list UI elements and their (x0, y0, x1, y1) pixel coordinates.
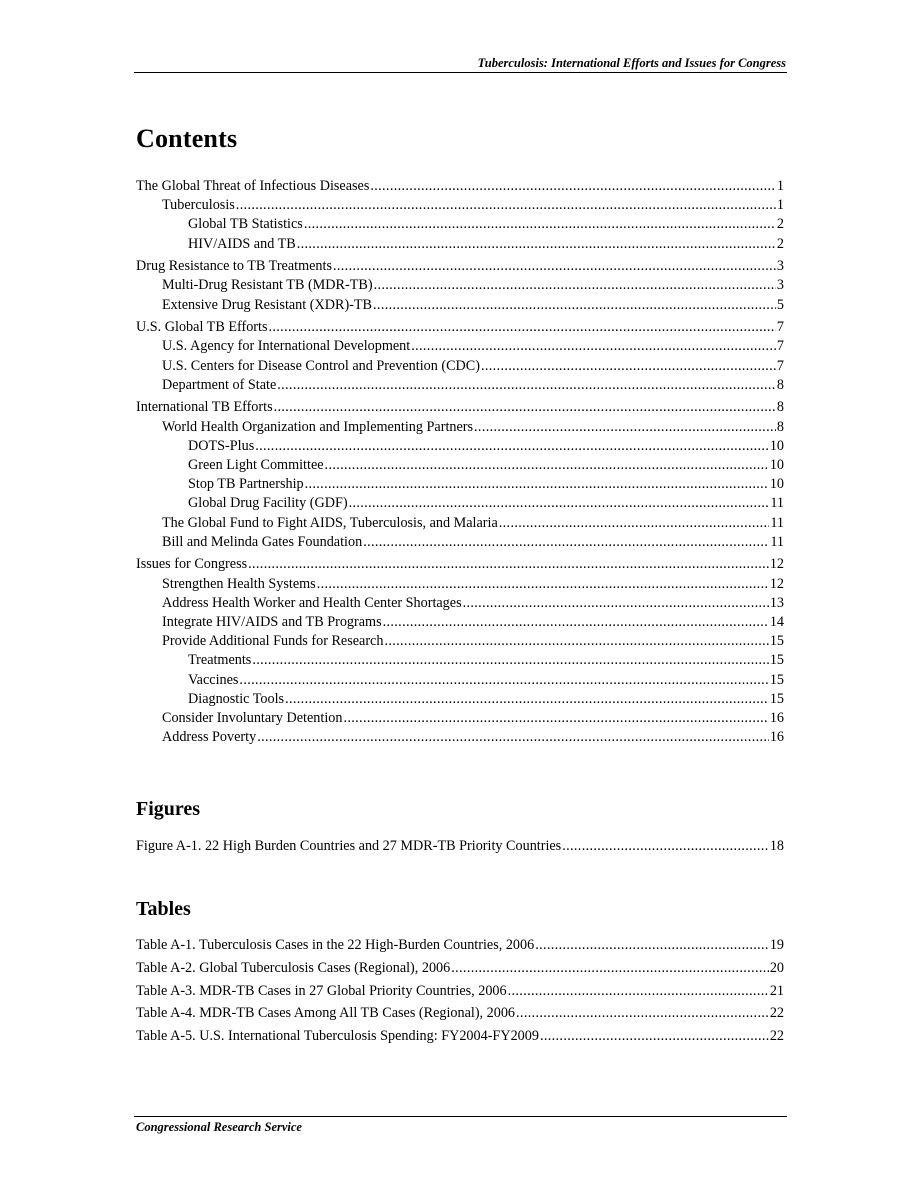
toc-entry-page: 11 (770, 514, 784, 531)
toc-entry-page: 15 (769, 690, 784, 707)
toc-entry-page: 16 (769, 710, 784, 727)
toc-entry-label: Treatments (188, 652, 252, 669)
dot-leader (269, 318, 776, 337)
dot-leader (540, 1025, 769, 1048)
toc-entry-page: 14 (769, 614, 784, 631)
figures-title: Figures (136, 798, 201, 820)
toc-entry-label: Tuberculosis (162, 197, 235, 214)
toc-entry-label: The Global Fund to Fight AIDS, Tuberculosis, and Malaria (162, 514, 498, 531)
tables-title: Tables (136, 898, 191, 920)
toc-entry-label: Consider Involuntary Detention (162, 710, 343, 727)
toc-entry-label: Bill and Melinda Gates Foundation (162, 533, 363, 550)
toc-entry-page: 3 (776, 277, 784, 294)
toc-entry-page: 12 (769, 556, 784, 573)
toc-entry[interactable] (136, 1025, 784, 1048)
toc-entry[interactable] (136, 835, 784, 858)
header-rule (134, 72, 787, 73)
toc-entry-label: Address Poverty (162, 729, 257, 746)
toc-entry[interactable] (136, 1002, 784, 1025)
toc-entry[interactable] (136, 728, 784, 747)
toc-entry-page: 15 (769, 652, 784, 669)
dot-leader (411, 337, 776, 356)
toc-entry[interactable] (136, 376, 784, 395)
toc-entry[interactable] (136, 296, 784, 315)
toc-entry-page: 20 (769, 959, 784, 976)
toc-entry-page: 10 (769, 457, 784, 474)
toc-entry-label: Extensive Drug Resistant (XDR)-TB (162, 296, 373, 313)
toc-entry-label: Table A-3. MDR-TB Cases in 27 Global Priority Countries, 2006 (136, 982, 507, 999)
dot-leader (239, 671, 768, 690)
toc-entry-page: 10 (769, 476, 784, 493)
toc-entry-page: 8 (776, 376, 784, 393)
dot-leader (333, 257, 776, 276)
dot-leader (474, 418, 776, 437)
dot-leader (343, 709, 768, 728)
dot-leader (277, 376, 776, 395)
toc-entry-label: The Global Threat of Infectious Diseases (136, 178, 370, 194)
toc-entry-label: Green Light Committee (188, 457, 324, 474)
toc-entry[interactable] (136, 177, 784, 196)
toc-entry-page: 18 (769, 838, 784, 854)
toc-entry[interactable] (136, 671, 784, 690)
dot-leader (305, 475, 769, 494)
toc-entry-page: 22 (769, 1005, 784, 1022)
toc-entry-label: Integrate HIV/AIDS and TB Programs (162, 614, 382, 631)
toc-entry-page: 22 (769, 1028, 784, 1045)
toc-entry-page: 11 (770, 495, 784, 512)
toc-entry-label: Issues for Congress (136, 556, 248, 573)
footer-rule (134, 1116, 787, 1117)
dot-leader (304, 215, 776, 234)
dot-leader (274, 398, 776, 417)
toc-entry-page: 13 (769, 594, 784, 611)
dot-leader (325, 456, 769, 475)
dot-leader (363, 533, 769, 552)
toc-entry[interactable] (136, 337, 784, 356)
dot-leader (508, 980, 769, 1003)
dot-leader (317, 575, 769, 594)
dot-leader (297, 235, 776, 254)
figures-list (136, 835, 784, 858)
toc-entry-label: Vaccines (188, 671, 239, 688)
toc-entry[interactable] (136, 514, 784, 533)
dot-leader (255, 437, 769, 456)
toc-entry-page: 12 (769, 575, 784, 592)
toc-entry[interactable] (136, 257, 784, 276)
toc-entry-page: 2 (776, 216, 784, 233)
dot-leader (516, 1002, 769, 1025)
toc-entry[interactable] (136, 196, 784, 215)
toc-entry-label: U.S. Centers for Disease Control and Prevention (CDC) (162, 357, 480, 374)
toc-entry[interactable] (136, 709, 784, 728)
dot-leader (236, 196, 776, 215)
dot-leader (481, 357, 776, 376)
toc-entry[interactable] (136, 594, 784, 613)
toc-entry-label: U.S. Global TB Efforts (136, 319, 268, 336)
toc-entry-label: International TB Efforts (136, 399, 273, 416)
tables-list (136, 934, 784, 1048)
toc-entry-label: Global TB Statistics (188, 216, 303, 233)
toc-entry-label: Table A-2. Global Tuberculosis Cases (Regional), 2006 (136, 959, 451, 976)
contents-list (136, 177, 784, 747)
toc-entry-page: 16 (769, 729, 784, 746)
toc-entry-page: 1 (776, 197, 784, 214)
toc-entry-page: 7 (776, 319, 784, 336)
dot-leader (535, 934, 769, 957)
dot-leader (248, 555, 769, 574)
dot-leader (285, 690, 769, 709)
toc-entry-page: 15 (769, 671, 784, 688)
toc-entry[interactable] (136, 475, 784, 494)
dot-leader (374, 276, 776, 295)
toc-entry[interactable] (136, 632, 784, 651)
toc-entry-page: 7 (776, 338, 784, 355)
toc-entry[interactable] (136, 456, 784, 475)
toc-entry-page: 7 (776, 357, 784, 374)
toc-entry-page: 3 (776, 258, 784, 275)
dot-leader (499, 514, 770, 533)
toc-entry-label: Multi-Drug Resistant TB (MDR-TB) (162, 277, 373, 294)
toc-entry[interactable] (136, 318, 784, 337)
dot-leader (252, 651, 768, 670)
toc-entry-label: Drug Resistance to TB Treatments (136, 258, 332, 275)
toc-entry-label: Global Drug Facility (GDF) (188, 495, 348, 512)
toc-entry[interactable] (136, 934, 784, 957)
dot-leader (370, 177, 776, 196)
toc-entry[interactable] (136, 575, 784, 594)
toc-entry[interactable] (136, 235, 784, 254)
toc-entry-label: Provide Additional Funds for Research (162, 633, 384, 650)
toc-entry-page: 15 (769, 633, 784, 650)
toc-entry-page: 8 (776, 399, 784, 416)
toc-entry-label: Department of State (162, 376, 277, 393)
toc-entry[interactable] (136, 957, 784, 980)
dot-leader (373, 296, 776, 315)
dot-leader (384, 632, 768, 651)
toc-entry[interactable] (136, 437, 784, 456)
toc-entry-label: Figure A-1. 22 High Burden Countries and 27 MDR-TB Priority Countries (136, 838, 562, 854)
toc-entry-page: 19 (769, 937, 784, 953)
toc-entry-label: Diagnostic Tools (188, 690, 285, 707)
toc-entry[interactable] (136, 215, 784, 234)
toc-entry-page: 11 (770, 533, 784, 550)
toc-entry-page: 8 (776, 418, 784, 435)
toc-entry-page: 1 (776, 178, 784, 194)
toc-entry-label: World Health Organization and Implementing Partners (162, 418, 474, 435)
toc-entry[interactable] (136, 398, 784, 417)
toc-entry-page: 2 (776, 235, 784, 252)
toc-entry[interactable] (136, 555, 784, 574)
toc-entry-label: Stop TB Partnership (188, 476, 304, 493)
toc-entry[interactable] (136, 533, 784, 552)
toc-entry[interactable] (136, 494, 784, 513)
dot-leader (349, 494, 770, 513)
toc-entry[interactable] (136, 690, 784, 709)
toc-entry-label: Address Health Worker and Health Center Shortages (162, 594, 462, 611)
contents-title: Contents (136, 124, 238, 153)
toc-entry[interactable] (136, 276, 784, 295)
toc-entry-label: HIV/AIDS and TB (188, 235, 296, 252)
toc-entry-label: Table A-5. U.S. International Tuberculosis Spending: FY2004-FY2009 (136, 1028, 539, 1045)
toc-entry-page: 21 (769, 982, 784, 999)
toc-entry-page: 5 (776, 296, 784, 313)
dot-leader (562, 835, 769, 858)
dot-leader (257, 728, 769, 747)
dot-leader (463, 594, 769, 613)
toc-entry[interactable] (136, 613, 784, 632)
toc-entry[interactable] (136, 980, 784, 1003)
running-header: Tuberculosis: International Efforts and Issues for Congress (477, 56, 786, 70)
toc-entry-page: 10 (769, 437, 784, 454)
toc-entry[interactable] (136, 357, 784, 376)
toc-entry[interactable] (136, 651, 784, 670)
toc-entry-label: Table A-4. MDR-TB Cases Among All TB Cases (Regional), 2006 (136, 1005, 516, 1022)
toc-entry-label: Table A-1. Tuberculosis Cases in the 22 High-Burden Countries, 2006 (136, 937, 535, 953)
toc-entry-label: U.S. Agency for International Development (162, 338, 411, 355)
dot-leader (451, 957, 769, 980)
toc-entry-label: Strengthen Health Systems (162, 575, 316, 592)
toc-entry-label: DOTS-Plus (188, 437, 255, 454)
toc-entry[interactable] (136, 418, 784, 437)
dot-leader (383, 613, 769, 632)
running-footer: Congressional Research Service (136, 1120, 302, 1134)
